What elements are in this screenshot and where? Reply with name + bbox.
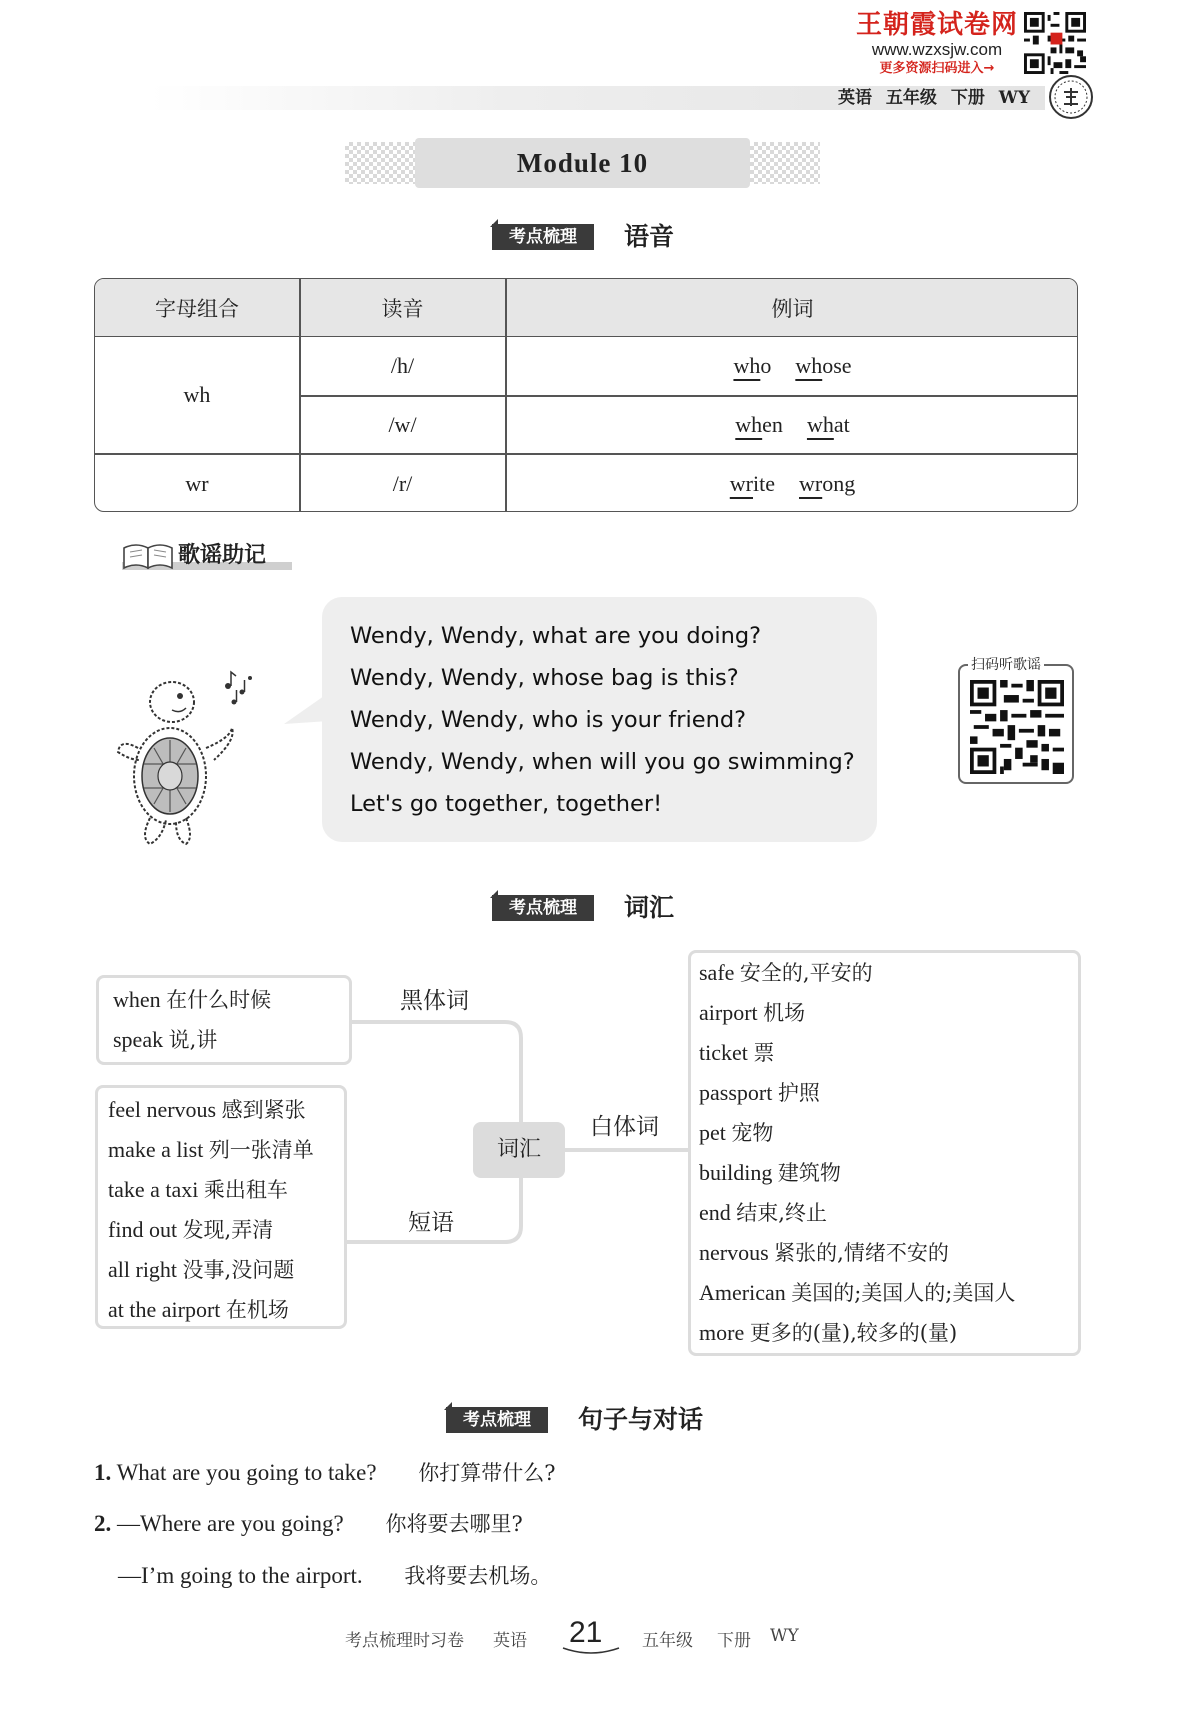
chant-label — [118, 540, 294, 574]
vocab-cn: 宠物 — [731, 1121, 774, 1145]
vocab-cn: 更多的(量),较多的(量) — [749, 1321, 958, 1345]
phonics-table — [94, 278, 1078, 512]
footer-series: 考点梳理时习卷 — [345, 1631, 464, 1651]
section-title-sentences: 句子与对话 — [578, 1405, 704, 1434]
brand-name: 王朝霞试卷网 — [855, 10, 1018, 40]
word-rest: at — [833, 411, 850, 437]
word-underline: wh — [795, 353, 823, 378]
footer-volume: 下册 — [717, 1631, 751, 1651]
phrase-cn: 没事,没问题 — [182, 1258, 295, 1282]
chant-line: Let's go together, together! — [350, 791, 663, 817]
vocab-en: end — [699, 1200, 731, 1225]
footer-grade: 五年级 — [642, 1631, 693, 1651]
phrase-item — [108, 1170, 334, 1210]
sound-w: /w/ — [388, 411, 417, 437]
vocab-en: safe — [699, 960, 735, 985]
sentence-cn: 我将要去机场。 — [404, 1564, 552, 1588]
phrase-cn: 列一张清单 — [208, 1138, 314, 1162]
vocab-item — [113, 1020, 335, 1060]
vocab-cn: 美国的;美国人的;美国人 — [791, 1281, 1016, 1305]
chant-bubble — [322, 597, 877, 842]
module-title: Module 10 — [516, 148, 649, 178]
word-underline: wh — [735, 411, 763, 437]
branch-label-phrases: 短语 — [408, 1210, 454, 1236]
sentence-en: —Where are you going? — [117, 1511, 344, 1536]
phrase-item — [108, 1090, 334, 1130]
vocab-item — [699, 953, 1070, 993]
brand-seal-icon — [1048, 74, 1094, 120]
chant-line: Wendy, Wendy, when will you go swimming? — [350, 749, 855, 775]
section-vocabulary — [492, 892, 752, 924]
sentence-cn: 你将要去哪里? — [385, 1512, 523, 1536]
chant-qr-box[interactable] — [958, 657, 1074, 784]
header-examples: 例词 — [771, 297, 814, 321]
book-icon — [120, 540, 180, 570]
page-number: 21 — [569, 1616, 603, 1649]
example-word — [795, 353, 851, 379]
phrase-cn: 发现,弄清 — [182, 1218, 274, 1242]
turtle-illustration — [110, 668, 285, 848]
sentence-3 — [118, 1560, 551, 1592]
vocab-item — [113, 980, 335, 1020]
header-sound: 读音 — [381, 297, 424, 321]
brand-more-text: 更多资源扫码进入→ — [879, 61, 995, 76]
vocab-item — [699, 1233, 1070, 1273]
section-phonics — [492, 221, 752, 253]
section-title-phonics: 语音 — [624, 222, 675, 251]
vocab-en: airport — [699, 1000, 758, 1025]
vocab-cn: 紧张的,情绪不安的 — [774, 1241, 949, 1265]
section-tag: 考点梳理 — [446, 1407, 548, 1433]
section-title-vocabulary: 词汇 — [624, 893, 675, 922]
letters-wr: wr — [185, 470, 209, 496]
vocab-en: ticket — [699, 1040, 748, 1065]
vocab-item — [699, 993, 1070, 1033]
page-number-ornament — [561, 1646, 621, 1656]
vocab-en: building — [699, 1160, 773, 1185]
section-tag: 考点梳理 — [492, 224, 594, 250]
vocab-en: pet — [699, 1120, 726, 1145]
phrase-en: all right — [108, 1257, 178, 1282]
vocab-cn: 结束,终止 — [736, 1201, 827, 1225]
vocab-en: passport — [699, 1080, 773, 1105]
vocab-cn: 在什么时候 — [166, 988, 272, 1012]
sentence-cn: 你打算带什么? — [418, 1461, 556, 1485]
header-letters: 字母组合 — [155, 297, 239, 321]
vocab-en: when — [113, 987, 161, 1012]
qr-code-icon[interactable] — [1024, 12, 1086, 74]
phrases-box — [95, 1085, 347, 1329]
vocab-cn: 建筑物 — [777, 1161, 841, 1185]
vocab-cn: 安全的,平安的 — [739, 961, 873, 985]
section-tag: 考点梳理 — [492, 895, 594, 921]
footer-subject: 英语 — [493, 1631, 527, 1651]
vocab-en: more — [699, 1320, 745, 1345]
examples-row-2 — [506, 396, 1078, 453]
phrase-cn: 乘出租车 — [203, 1178, 288, 1202]
chant-line: Wendy, Wendy, what are you doing? — [350, 623, 762, 649]
sentence-number: 1. — [94, 1460, 112, 1485]
header-subject: 英语 — [838, 88, 872, 108]
branch-label-bold: 黑体词 — [400, 988, 469, 1014]
example-word — [730, 471, 775, 497]
phrase-item — [108, 1210, 334, 1250]
vocab-cn: 护照 — [777, 1081, 820, 1105]
sound-h: /h/ — [390, 353, 415, 378]
section-sentences — [446, 1404, 776, 1436]
vocab-cn: 机场 — [763, 1001, 806, 1025]
examples-row-1 — [506, 337, 1078, 395]
brand-block — [852, 10, 1022, 78]
sentence-en: —I’m going to the airport. — [118, 1563, 363, 1588]
sentence-2 — [94, 1508, 523, 1540]
brand-url[interactable]: www.wzxsjw.com — [871, 40, 1003, 59]
vocab-item — [699, 1273, 1070, 1313]
word-rest: ite — [753, 470, 775, 496]
mind-map-center: 词汇 — [473, 1122, 565, 1178]
vocab-item — [699, 1313, 1070, 1353]
vocab-item — [699, 1113, 1070, 1153]
header-subject-line — [838, 86, 1038, 110]
sentence-1 — [94, 1457, 556, 1489]
phrase-en: feel nervous — [108, 1097, 217, 1122]
qr-label: 扫码听歌谣 — [968, 656, 1044, 674]
footer-edition: WY — [770, 1626, 799, 1646]
vocab-item — [699, 1033, 1070, 1073]
sentence-number: 2. — [94, 1511, 112, 1536]
letters-wh: wh — [183, 382, 211, 407]
header-volume: 下册 — [950, 88, 985, 108]
phrase-item — [108, 1290, 334, 1330]
vocab-cn: 票 — [753, 1041, 775, 1065]
chant-label-text: 歌谣助记 — [178, 543, 267, 568]
phrase-en: find out — [108, 1217, 178, 1242]
phrase-en: make a list — [108, 1137, 204, 1162]
vocab-en: American — [699, 1280, 786, 1305]
sound-r: /r/ — [392, 470, 413, 496]
example-word — [735, 412, 783, 438]
vocab-cn: 说,讲 — [168, 1028, 218, 1052]
phrase-item — [108, 1250, 334, 1290]
example-word — [807, 412, 850, 438]
vocab-item — [699, 1193, 1070, 1233]
word-underline: wh — [806, 411, 834, 437]
chant-line: Wendy, Wendy, who is your friend? — [350, 707, 747, 733]
word-underline: wr — [799, 470, 823, 496]
white-words-box — [688, 950, 1081, 1356]
phrase-cn: 感到紧张 — [221, 1098, 306, 1122]
vocab-en: nervous — [699, 1240, 769, 1265]
vocab-item — [699, 1073, 1070, 1113]
header-edition: WY — [998, 88, 1030, 108]
word-underline: wr — [729, 470, 753, 496]
branch-label-white: 白体词 — [590, 1114, 659, 1140]
phrase-en: take a taxi — [108, 1177, 199, 1202]
word-rest: o — [760, 353, 772, 378]
example-word — [799, 471, 855, 497]
module-banner — [345, 138, 820, 188]
examples-row-3 — [506, 454, 1078, 512]
example-word — [733, 353, 771, 379]
bold-words-box — [96, 975, 352, 1065]
chant-line: Wendy, Wendy, whose bag is this? — [350, 665, 739, 691]
vocab-item — [699, 1153, 1070, 1193]
word-rest: ose — [822, 353, 852, 378]
header-grade: 五年级 — [885, 88, 937, 108]
word-underline: wh — [733, 353, 761, 378]
qr-code-icon[interactable] — [970, 680, 1064, 774]
page-footer — [345, 1616, 845, 1656]
phrase-en: at the airport — [108, 1297, 221, 1322]
phrase-item — [108, 1130, 334, 1170]
phrase-cn: 在机场 — [225, 1298, 289, 1322]
vocab-en: speak — [113, 1027, 164, 1052]
word-rest: ong — [822, 470, 856, 496]
word-rest: en — [762, 411, 783, 437]
sentence-en: What are you going to take? — [116, 1460, 377, 1485]
